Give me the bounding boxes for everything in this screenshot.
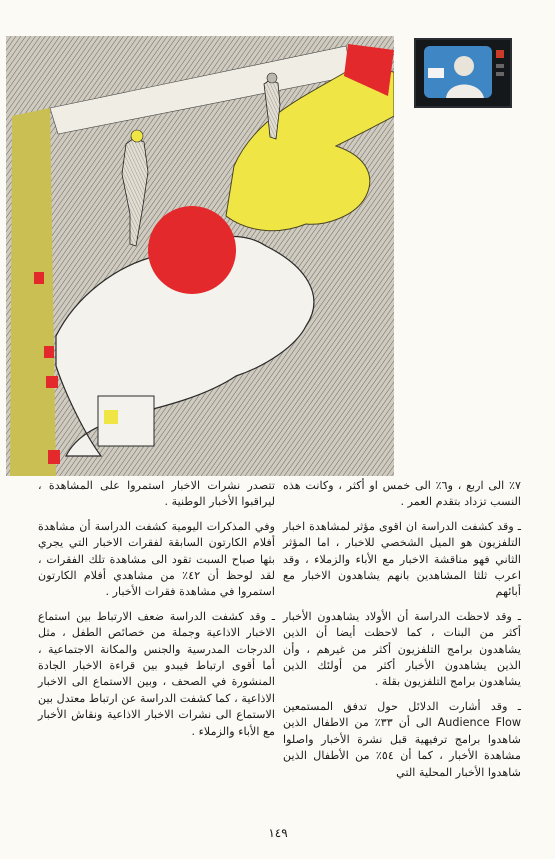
tv-thumbnail bbox=[414, 38, 512, 108]
tv-screen-drawing bbox=[416, 40, 510, 106]
text-column-right bbox=[283, 478, 521, 789]
hands-illustration bbox=[6, 36, 394, 476]
paragraph-text: ـ وقد أشارت الدلائل حول تدفق المستمعين bbox=[283, 699, 521, 713]
paragraph: ـ وقد كشفت الدراسة ان اقوى مؤثر لمشاهدة اخبار التلفزيون هو الميل الشخصي للاخبار ، اما المؤثر الثاني فهو مناقشة الاخبار مع الأباء والزملاء ، وقد اعرب ثلثا المشاهدين بانهم يشاهدون الاخبار مع أبائهم bbox=[283, 519, 521, 599]
illustration-drawing bbox=[6, 36, 394, 476]
paragraph bbox=[283, 699, 521, 781]
paragraph: تتصدر نشرات الاخبار استمروا على المشاهدة ، ليراقبوا الأخبار الوطنية . bbox=[38, 479, 275, 509]
paragraph: ٧٪ الى اربع ، و٦٪ الى خمس او أكثر ، وكانت هذه النسب تزداد بتقدم العمر . bbox=[283, 479, 521, 509]
paragraph-text: الى أن ٣٣٪ من الاطفال الذين شاهدوا برامج ترفيهية قبل نشرة الأخبار واصلوا مشاهدة الأخبار ، كما أن ٥٤٪ من الأطفال الذين شاهدوا الأخبار المحلية التي bbox=[283, 716, 522, 779]
paragraph: ـ وقد لاحظت الدراسة أن الأولاد يشاهدون الأخبار أكثر من البنات ، كما لاحظت أيضا أن الذين يشاهدون برامج التلفزيون أكثر من غيرهم ، وأن الذين يشاهدون الأخبار أكثر من أولئك الذين يشاهدون برامج التلفزيون بقلة . bbox=[283, 609, 521, 689]
paragraph: وفي المذكرات اليومية كشفت الدراسة أن مشاهدة أفلام الكارتون السابقة لفقرات الاخبار التي يجري بثها صباح السبت تقود الى مشاهدة تلك الفقرات ، لقد لوحظ أن ٤٢٪ من مشاهدي أفلام الكارتون استمروا في مشاهدة فقرات الأخبار . bbox=[38, 519, 276, 599]
page-number: ١٤٩ bbox=[268, 826, 288, 840]
paragraph: ـ وقد كشفت الدراسة ضعف الارتباط بين استماع الاخبار الاذاعية وجملة من خصائص الطفل ، مثل الدرجات المدرسية والجنس والمكانة الاجتماعية ، أما أقوى ارتباط فيبدو بين قراءة الاخبار الجادة المنشورة في الصحف ، وبين الاستماع الى الاخبار الاذاعية ، كما كشفت الدراسة عن ارتباط معتدل بين الاستماع الى نشرات الاخبار الاذاعية ونقاش الأخبار مع الأباء والزملاء . bbox=[38, 609, 275, 738]
text-column-left bbox=[38, 478, 275, 748]
latin-term: Audience Flow bbox=[437, 716, 522, 730]
